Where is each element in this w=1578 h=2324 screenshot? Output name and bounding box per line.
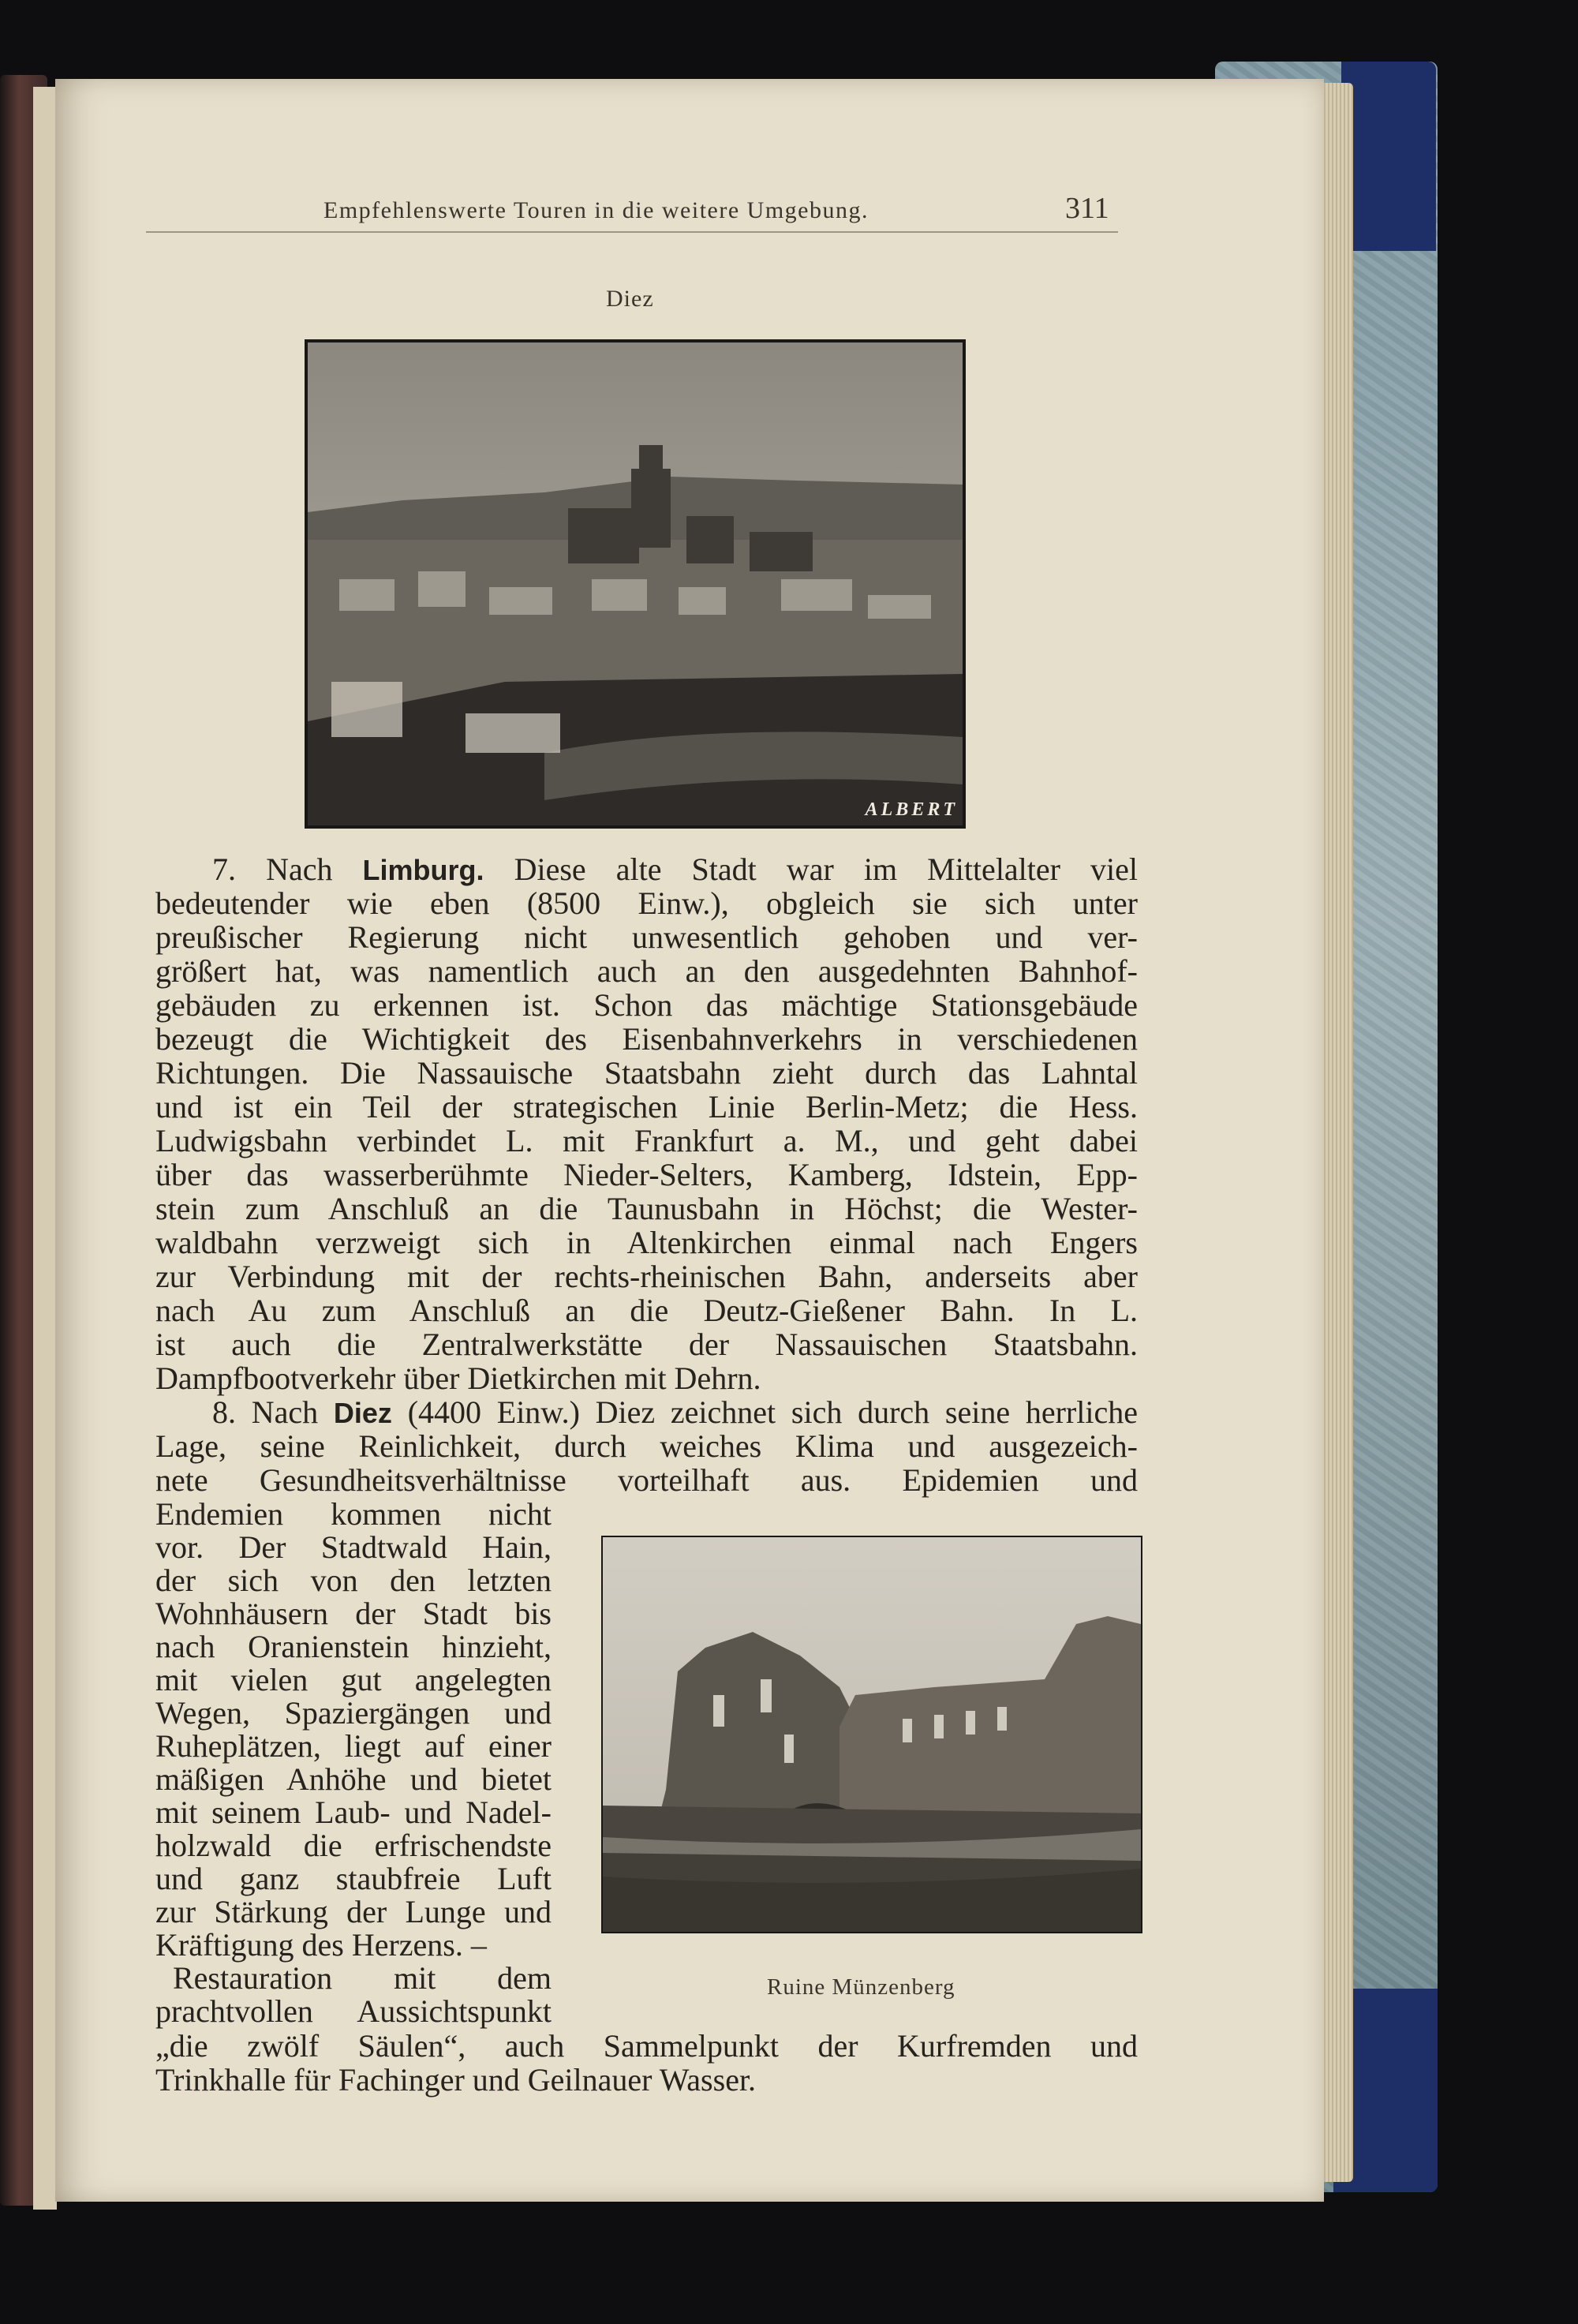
paragraph8-line-text: (4400 Einw.) Diez zeichnet sich durch seine herrliche [407,1394,1138,1430]
paragraph8-narrow-line: Endemien kommen nicht [155,1496,552,1532]
paragraph8-narrow-line: mit vielen gut angelegten [155,1662,552,1697]
paragraph8-narrow-line: Wohnhäusern der Stadt bis [155,1596,552,1631]
paragraph7-line: gebäuden zu erkennen ist. Schon das mächtige Stationsgebäude [155,987,1138,1023]
paragraph8-line: Trinkhalle für Fachinger und Geilnauer Wasser. [155,2062,757,2098]
paragraph8-line: „die zwölf Säulen“, auch Sammelpunkt der Kurfremden und [155,2028,1138,2064]
paragraph7-line [155,852,1138,888]
paragraph8-narrow-line: der sich von den letzten [155,1562,552,1598]
figure1-caption: Diez [606,286,654,312]
paragraph8-narrow-line: vor. Der Stadtwald Hain, [155,1529,552,1565]
paragraph7-line: Richtungen. Die Nassauische Staatsbahn zieht durch das Lahntal [155,1055,1138,1091]
paragraph8-line: Lage, seine Reinlichkeit, durch weiches Klima und ausgezeich- [155,1428,1138,1464]
paragraph7-line: größert hat, was namentlich auch an den ausgedehnten Bahnhof- [155,953,1138,989]
paragraph7-line: über das wasserberühmte Nieder-Selters, Kamberg, Idstein, Epp- [155,1157,1138,1192]
paragraph7-line: preußischer Regierung nicht unwesentlich gehoben und ver- [155,919,1138,955]
paragraph8-narrow-line: und ganz staubfreie Luft [155,1861,552,1896]
paragraph8-narrow-line: mit seinem Laub- und Nadel- [155,1794,552,1830]
paragraph8-number: 8. Nach [212,1394,319,1430]
paragraph7-line: zur Verbindung mit der rechts-rheinischen Bahn, anderseits aber [155,1259,1138,1294]
paragraph7-line: und ist ein Teil der strategischen Linie Berlin-Metz; die Hess. [155,1089,1138,1125]
paragraph7-line: bedeutender wie eben (8500 Einw.), obgleich sie sich unter [155,885,1138,921]
paragraph7-line: waldbahn verzweigt sich in Altenkirchen einmal nach Engers [155,1225,1138,1260]
paragraph7-place: Limburg. [362,854,484,886]
paragraph7-line: bezeugt die Wichtigkeit des Eisenbahnverkehrs in verschiedenen [155,1021,1138,1057]
paragraph7-line: Ludwigsbahn verbindet L. mit Frankfurt a. M., und geht dabei [155,1123,1138,1158]
page-number: 311 [1065,192,1109,225]
paragraph7-line: nach Au zum Anschluß an die Deutz-Gießener Bahn. In L. [155,1293,1138,1328]
left-page-edge [33,87,57,2210]
paragraph8-narrow-line: zur Stärkung der Lunge und [155,1894,552,1929]
paragraph8-place: Diez [333,1397,392,1429]
paragraph7-number: 7. Nach [212,851,333,887]
paragraph8-narrow-line: Ruheplätzen, liegt auf einer [155,1728,552,1764]
paragraph8-narrow-line: nach Oranienstein hinzieht, [155,1629,552,1664]
paragraph7-line: ist auch die Zentralwerkstätte der Nassauischen Staatsbahn. [155,1327,1138,1362]
header-rule [146,231,1118,233]
paragraph7-line: stein zum Anschluß an die Taunusbahn in Höchst; die Wester- [155,1191,1138,1226]
photo-signature: ALBERT [865,799,958,820]
paragraph8-narrow-line: Restauration mit dem [173,1960,552,1996]
figure1-photo [305,339,966,829]
paragraph8-narrow-line: Kräftigung des Herzens. – [155,1927,487,1963]
figure2-photo [601,1536,1142,1933]
paragraph8-line [155,1395,1138,1431]
running-header: Empfehlenswerte Touren in die weitere Umgebung. [323,197,869,223]
paragraph8-narrow-line: holzwald die erfrischendste [155,1828,552,1863]
castle-ruin-illustration [603,1537,1141,1932]
cover-corner-top [1341,62,1436,251]
figure2-caption: Ruine Münzenberg [767,1974,955,2000]
paragraph7-line: Dampfbootverkehr über Dietkirchen mit Dehrn. [155,1360,761,1396]
paragraph8-line: nete Gesundheitsverhältnisse vorteilhaft aus. Epidemien und [155,1462,1138,1498]
town-view-illustration [308,342,963,825]
paragraph7-line-text: Diese alte Stadt war im Mittelalter viel [514,851,1139,887]
paragraph8-narrow-line: prachtvollen Aussichtspunkt [155,1993,552,2029]
paragraph8-narrow-line: mäßigen Anhöhe und bietet [155,1761,552,1797]
paragraph8-narrow-line: Wegen, Spaziergängen und [155,1695,552,1731]
